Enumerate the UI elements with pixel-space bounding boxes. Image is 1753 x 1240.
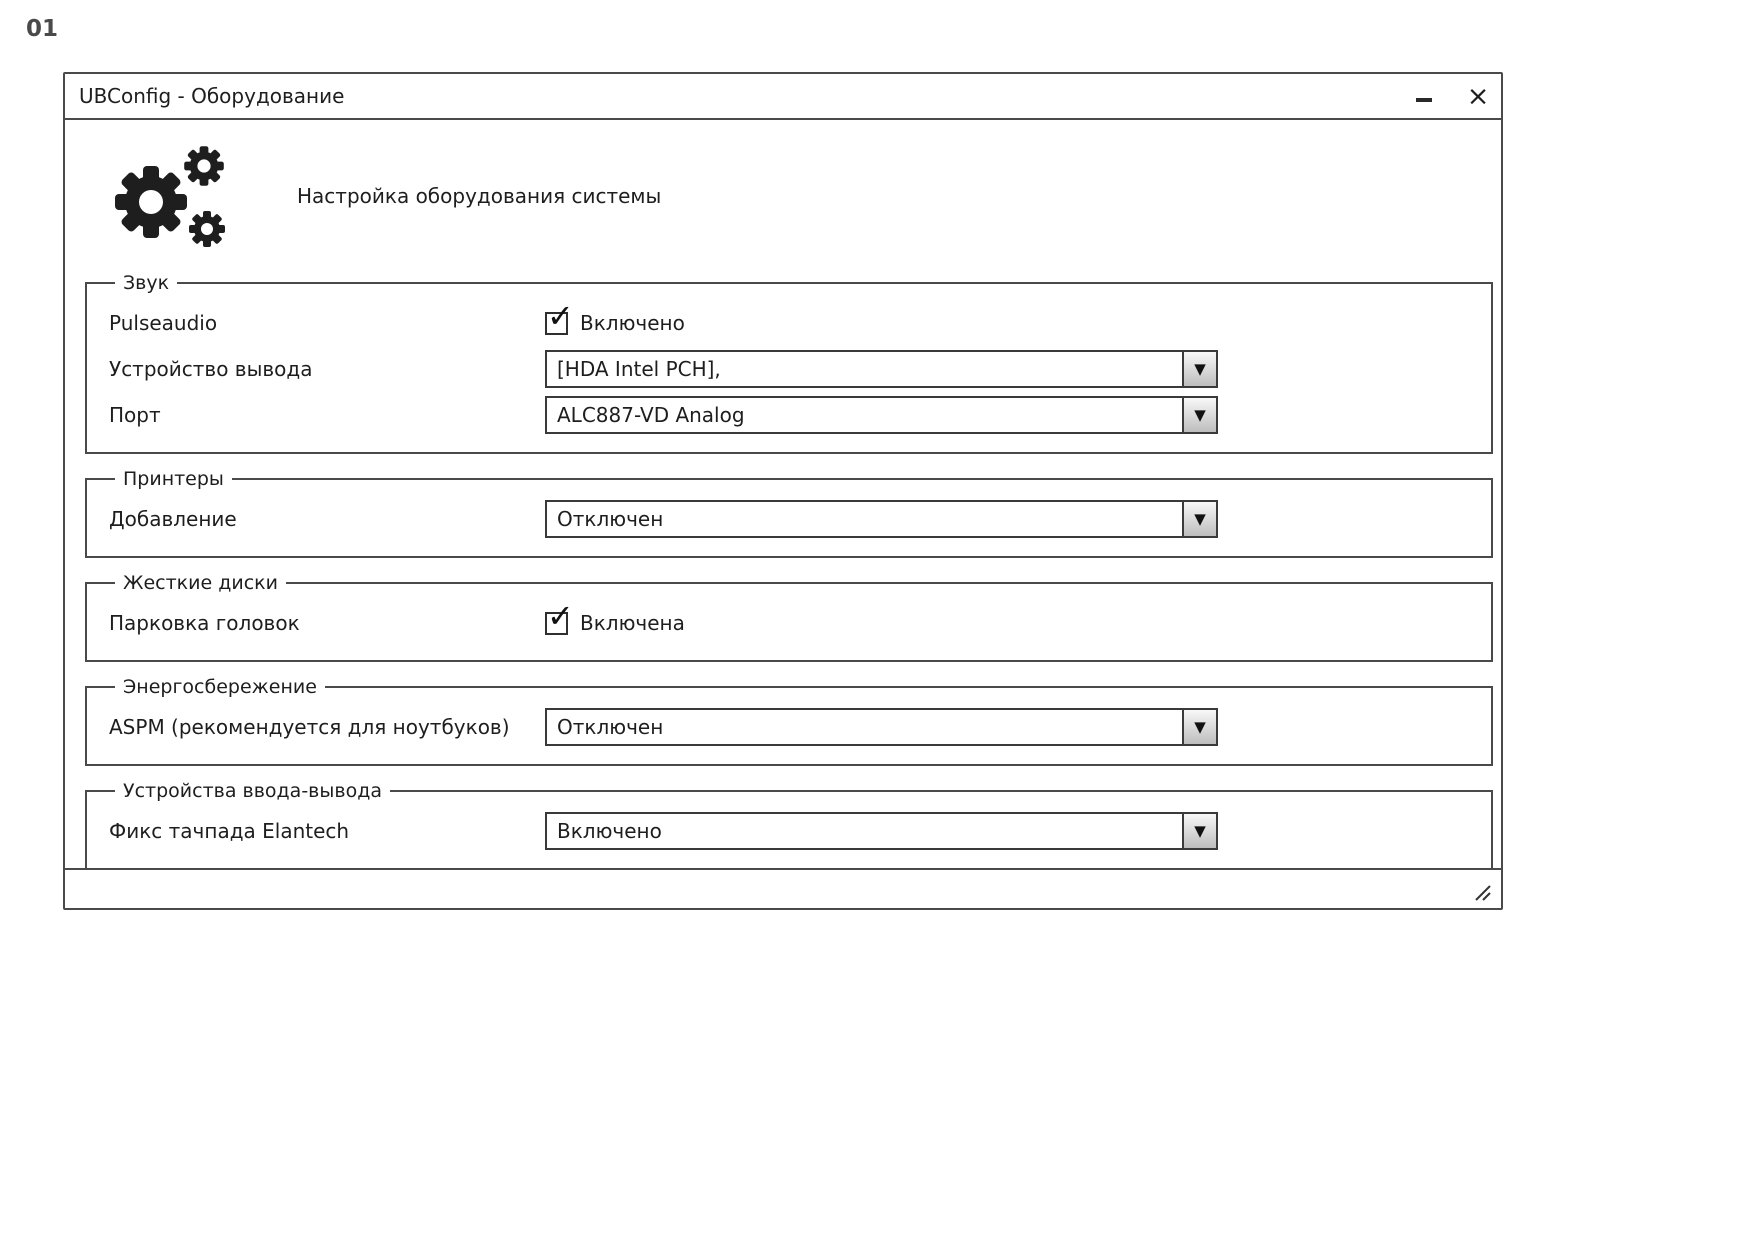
minimize-icon [1416, 98, 1432, 102]
header-row [107, 138, 1493, 254]
group-power-saving [85, 676, 1493, 766]
aspm-select[interactable] [545, 708, 1218, 746]
row-pulseaudio [109, 296, 1479, 342]
checkmark-icon: ✓ [547, 296, 574, 335]
chevron-down-icon[interactable]: ▼ [1182, 502, 1216, 536]
row-output-device [109, 350, 1479, 388]
chevron-down-icon[interactable]: ▼ [1182, 352, 1216, 386]
header-description: Настройка оборудования системы [297, 184, 662, 208]
chevron-down-icon[interactable]: ▼ [1182, 814, 1216, 848]
minimize-button[interactable] [1409, 81, 1439, 111]
group-power-saving-legend: Энергосбережение [123, 676, 317, 698]
group-io-devices [85, 780, 1493, 868]
chevron-down-icon[interactable]: ▼ [1182, 398, 1216, 432]
checkmark-icon: ✓ [547, 596, 574, 635]
port-select[interactable] [545, 396, 1218, 434]
head-parking-label: Парковка головок [109, 611, 300, 635]
row-port [109, 396, 1479, 434]
head-parking-checkbox-label: Включена [580, 611, 685, 635]
port-value: ALC887-VD Analog [557, 403, 745, 427]
aspm-label: ASPM (рекомендуется для ноутбуков) [109, 715, 510, 739]
close-button[interactable]: × [1466, 80, 1490, 112]
row-elantech-fix [109, 812, 1479, 850]
group-printers-legend: Принтеры [123, 468, 224, 490]
printer-adding-value: Отключен [557, 507, 664, 531]
resize-grip-icon[interactable] [1469, 879, 1493, 903]
output-device-select[interactable] [545, 350, 1218, 388]
group-sound [85, 272, 1493, 454]
titlebar[interactable] [65, 74, 1501, 120]
elantech-fix-select[interactable] [545, 812, 1218, 850]
pulseaudio-checkbox-box[interactable] [545, 296, 574, 335]
elantech-fix-value: Включено [557, 819, 662, 843]
statusbar [65, 868, 1501, 908]
head-parking-checkbox-box[interactable] [545, 596, 574, 635]
group-sound-legend: Звук [123, 272, 170, 294]
elantech-fix-label: Фикс тачпада Elantech [109, 819, 350, 843]
chevron-down-icon[interactable]: ▼ [1182, 710, 1216, 744]
group-printers [85, 468, 1493, 558]
row-aspm [109, 708, 1479, 746]
window-controls [1409, 81, 1493, 111]
group-hard-disks [85, 572, 1493, 662]
row-printer-adding [109, 500, 1479, 538]
slide-number: 01 [26, 16, 59, 42]
ubconfig-window [63, 72, 1503, 910]
window-body [65, 120, 1501, 868]
group-hard-disks-legend: Жесткие диски [123, 572, 278, 594]
printer-adding-select[interactable] [545, 500, 1218, 538]
aspm-value: Отключен [557, 715, 664, 739]
pulseaudio-label: Pulseaudio [109, 311, 218, 335]
pulseaudio-checkbox[interactable] [545, 296, 685, 335]
printer-adding-label: Добавление [109, 507, 237, 531]
gears-icon [107, 138, 239, 254]
pulseaudio-checkbox-label: Включено [580, 311, 685, 335]
window-title: UBConfig - Оборудование [79, 84, 345, 108]
head-parking-checkbox[interactable] [545, 596, 685, 635]
output-device-value: [HDA Intel PCH], [557, 357, 721, 381]
port-label: Порт [109, 403, 161, 427]
row-head-parking [109, 596, 1479, 642]
output-device-label: Устройство вывода [109, 357, 313, 381]
group-io-devices-legend: Устройства ввода-вывода [123, 780, 382, 802]
